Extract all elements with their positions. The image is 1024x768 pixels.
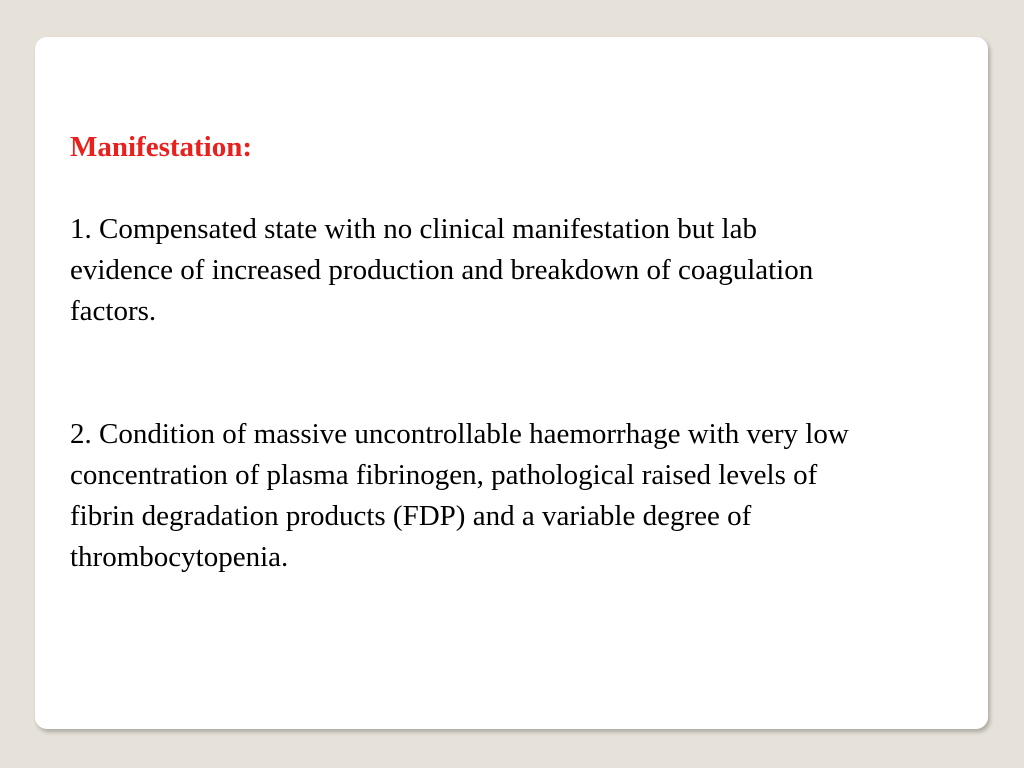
paragraph-massive-haemorrhage: 2. Condition of massive uncontrollable haemorrhage with very low concentration of plasma fibrinogen, pathological raised levels of fibrin degradation products (FDP) and a variable degree of thrombocytopenia. [70, 418, 849, 573]
paragraph-compensated-state: 1. Compensated state with no clinical manifestation but lab evidence of increased production and breakdown of coagulation factors. [70, 213, 814, 327]
slide-heading: Manifestation: [70, 131, 253, 163]
